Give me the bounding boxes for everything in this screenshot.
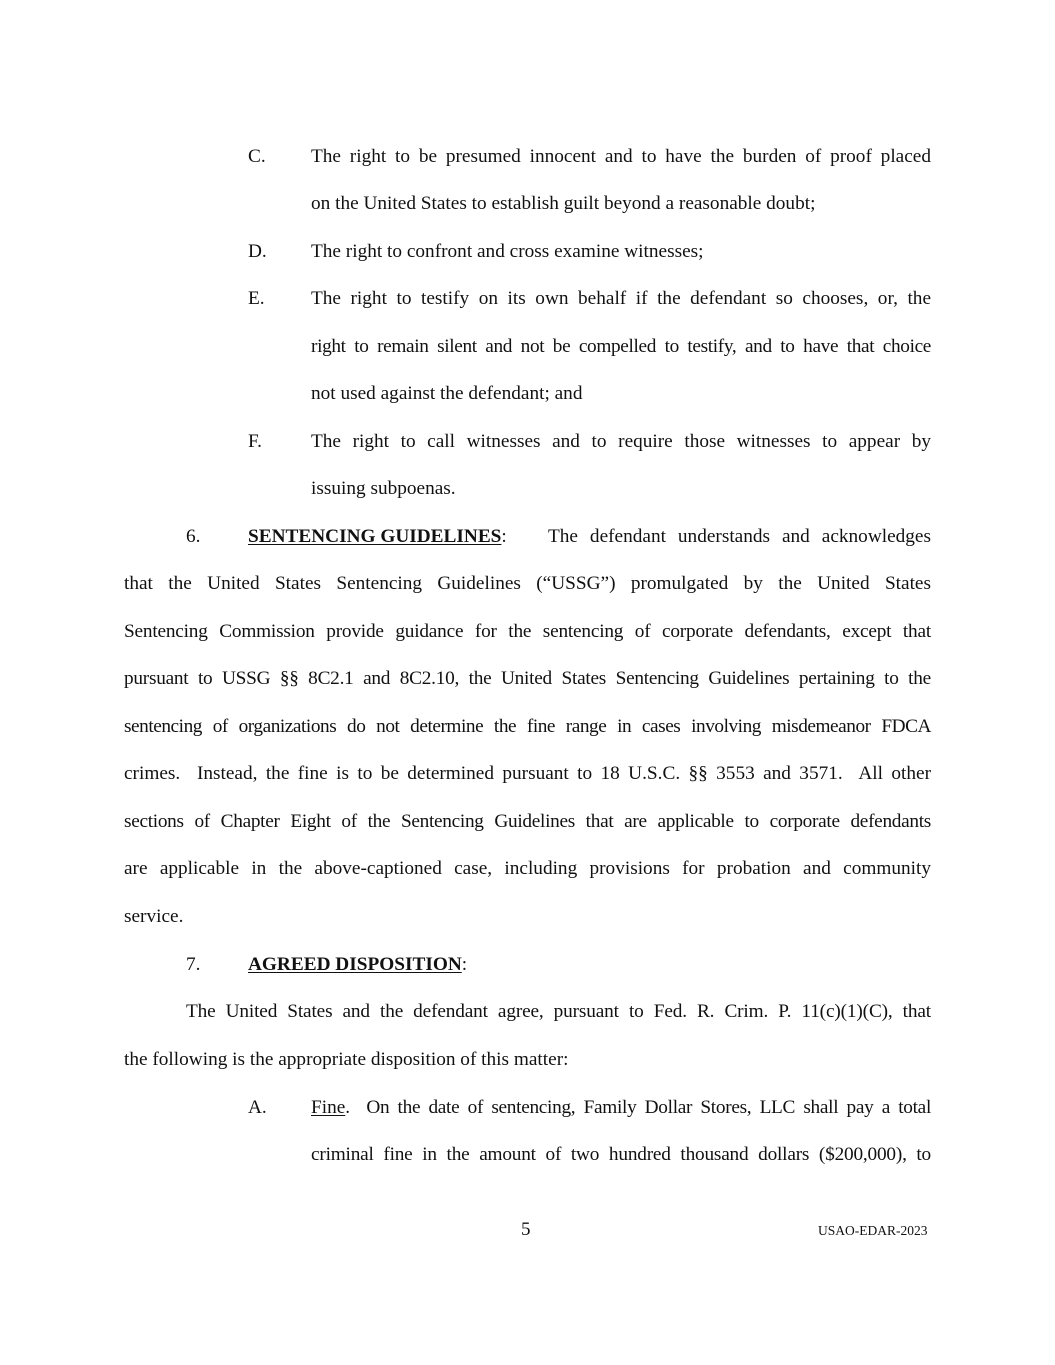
list-item-label: D. [248,241,267,262]
paragraph-line: the following is the appropriate disposition of this matter: [124,1049,569,1070]
list-item-text-line: The right to testify on its own behalf if the defendant so chooses, or, the [311,288,931,309]
section-first-line-text: The defendant understands and acknowledges [548,526,931,547]
list-item-text-line: issuing subpoenas. [311,478,456,499]
list-item-text-line: right to remain silent and not be compelled to testify, and to have that choice [311,336,931,357]
paragraph-line: pursuant to USSG §§ 8C2.1 and 8C2.10, the United States Sentencing Guidelines pertaining to the [124,668,931,689]
list-item-text-line: The right to call witnesses and to require those witnesses to appear by [311,431,931,452]
list-item-label: E. [248,288,265,309]
paragraph-line: sentencing of organizations do not determine the fine range in cases involving misdemeanor FDCA [124,716,931,737]
list-item-text-line: on the United States to establish guilt beyond a reasonable doubt; [311,193,816,214]
list-item-text-line: criminal fine in the amount of two hundred thousand dollars ($200,000), to [311,1144,931,1165]
paragraph-line: that the United States Sentencing Guidelines (“USSG”) promulgated by the United States [124,573,931,594]
list-item-first-line [311,1097,931,1119]
list-item-title: Fine [311,1097,346,1118]
list-item-label: C. [248,146,266,167]
paragraph-line: sections of Chapter Eight of the Sentencing Guidelines that are applicable to corporate defendants [124,811,931,832]
section-first-line: SENTENCING GUIDELINES: The defendant understands and acknowledges [248,526,931,547]
section-heading: AGREED DISPOSITION [248,954,462,975]
list-item-text-line: not used against the defendant; and [311,383,583,404]
section-heading-line: AGREED DISPOSITION: [248,954,468,975]
list-item-text-line: The right to confront and cross examine witnesses; [311,241,704,262]
paragraph-line: Sentencing Commission provide guidance for the sentencing of corporate defendants, except that [124,621,931,642]
section-heading: SENTENCING GUIDELINES [248,526,502,547]
list-item-text-line: The right to be presumed innocent and to have the burden of proof placed [311,146,931,167]
paragraph-line: crimes. Instead, the fine is to be determined pursuant to 18 U.S.C. §§ 3553 and 3571. All other [124,763,931,784]
document-id: USAO-EDAR-2023 [818,1223,928,1238]
list-item-label: F. [248,431,262,452]
list-item-text: . On the date of sentencing, Family Dollar Stores, LLC shall pay a total [345,1097,931,1118]
section-number: 6. [186,526,201,547]
paragraph-line: The United States and the defendant agree, pursuant to Fed. R. Crim. P. 11(c)(1)(C), that [186,1001,931,1022]
section-number: 7. [186,954,201,975]
page-number: 5 [521,1219,531,1240]
list-item-label: A. [248,1097,267,1118]
paragraph-line: service. [124,906,184,927]
paragraph-line: are applicable in the above-captioned case, including provisions for probation and community [124,858,931,879]
